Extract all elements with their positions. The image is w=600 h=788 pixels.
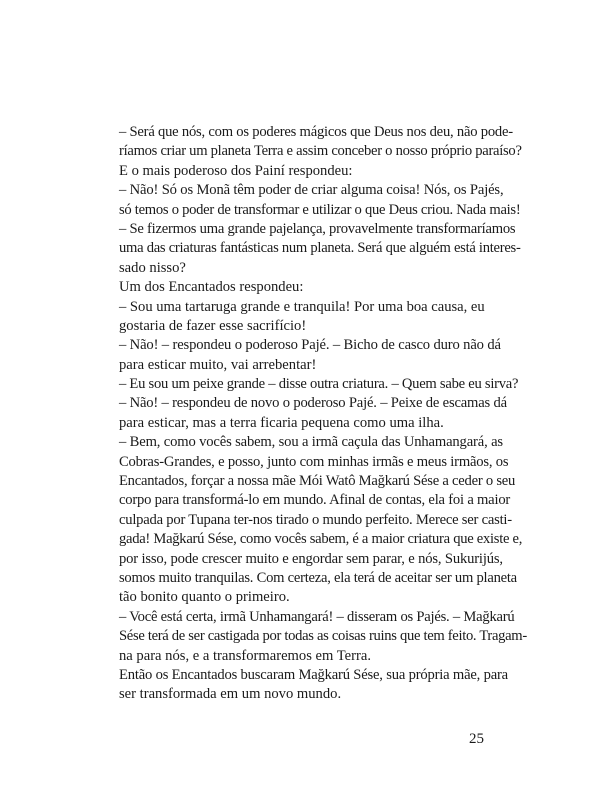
text-line: somos muito tranquilas. Com certeza, ela terá de aceitar ser um planeta xyxy=(119,569,517,586)
text-line: por isso, pode crescer muito e engordar sem parar, e nós, Sukurijús, xyxy=(119,550,503,567)
paragraph xyxy=(119,608,527,666)
text-line: só temos o poder de transformar e utilizar o que Deus criou. Nada mais! xyxy=(119,201,521,218)
text-line: Um dos Encantados respondeu: xyxy=(119,279,304,296)
text-line: para esticar muito, vai arrebentar! xyxy=(119,356,317,373)
text-line: uma das criaturas fantásticas num planeta. Será que alguém está interes- xyxy=(119,240,521,257)
paragraph xyxy=(119,666,508,705)
text-line: Então os Encantados buscaram Mağkarú Sése, sua própria mãe, para xyxy=(119,666,508,683)
paragraph xyxy=(119,336,501,375)
text-line: gada! Mağkarú Sése, como vocês sabem, é a maior criatura que existe e, xyxy=(119,531,523,548)
text-line: – Não! – respondeu o poderoso Pajé. – Bicho de casco duro não dá xyxy=(119,337,501,354)
text-line: – Será que nós, com os poderes mágicos que Deus nos deu, não pode- xyxy=(119,124,513,140)
text-line: culpada por Tupana ter-nos tirado o mundo perfeito. Merece ser casti- xyxy=(119,511,512,528)
paragraph xyxy=(119,298,483,337)
paragraph xyxy=(119,433,523,608)
text-line: – Não! – respondeu de novo o poderoso Pajé. – Peixe de escamas dá xyxy=(119,395,507,412)
text-line: – Eu sou um peixe grande – disse outra criatura. – Quem sabe eu sirva? xyxy=(119,376,519,393)
text-line: Encantados, forçar a nossa mãe Mói Watô Mağkarú Sése a ceder o seu xyxy=(119,473,516,490)
body-text xyxy=(119,123,527,705)
text-line: gostaria de fazer esse sacrifício! xyxy=(119,317,307,334)
paragraph xyxy=(119,162,483,181)
page-number: 25 xyxy=(469,731,484,747)
text-line: na para nós, e a transformaremos em Terra. xyxy=(119,647,371,664)
text-line: para esticar, mas a terra ficaria pequena como uma ilha. xyxy=(119,414,444,431)
paragraph xyxy=(119,220,521,278)
text-line: E o mais poderoso dos Painí respondeu: xyxy=(119,162,353,179)
text-line: – Se fizermos uma grande pajelança, provavelmente transformaríamos xyxy=(119,220,516,237)
text-line: – Sou uma tartaruga grande e tranquila! Por uma boa causa, eu xyxy=(119,298,485,315)
text-line: corpo para transformá-lo em mundo. Afinal de contas, ela foi a maior xyxy=(119,492,511,509)
text-line: – Bem, como vocês sabem, sou a irmã caçula das Unhamangará, as xyxy=(119,434,503,451)
paragraph xyxy=(119,394,507,433)
text-line: – Não! Só os Monã têm poder de criar alguma coisa! Nós, os Pajés, xyxy=(119,182,504,199)
text-line: – Você está certa, irmã Unhamangará! – disseram os Pajés. – Mağkarú xyxy=(119,608,515,625)
text-line: ríamos criar um planeta Terra e assim conceber o nosso próprio paraíso? xyxy=(119,143,522,160)
paragraph xyxy=(119,123,522,162)
text-line: Cobras-Grandes, e posso, junto com minhas irmãs e meus irmãos, os xyxy=(119,453,509,470)
paragraph xyxy=(119,278,483,297)
text-line: tão bonito quanto o primeiro. xyxy=(119,589,290,606)
text-line: sado nisso? xyxy=(119,259,186,276)
paragraph xyxy=(119,375,519,394)
paragraph xyxy=(119,181,521,220)
text-line: ser transformada em um novo mundo. xyxy=(119,686,342,703)
text-line: Sése terá de ser castigada por todas as coisas ruins que tem feito. Tragam- xyxy=(119,628,527,645)
